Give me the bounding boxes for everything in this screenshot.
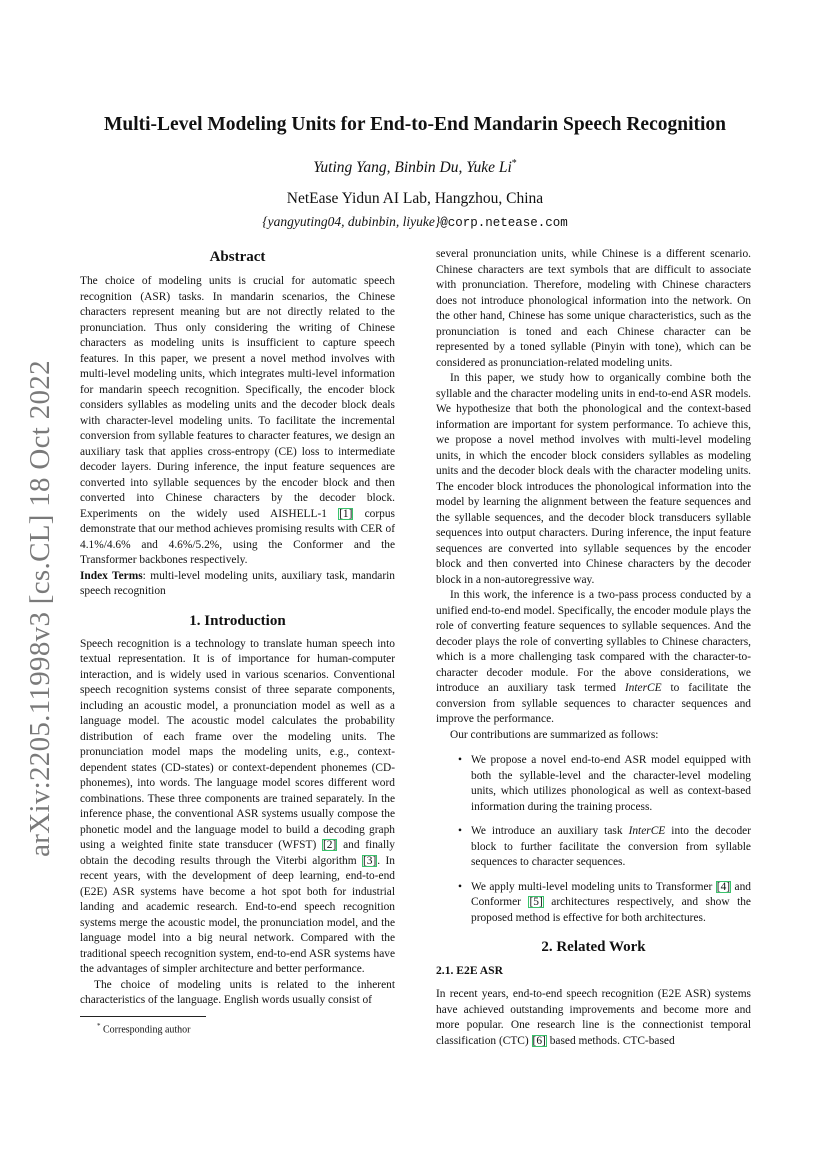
list-item	[436, 824, 751, 871]
citation-link[interactable]: [6]	[532, 1034, 546, 1047]
intro-p1-text-b: and finally obtain the decoding results through the Viterbi algorithm	[80, 839, 395, 867]
bullet-icon: •	[458, 825, 462, 837]
contribution-2-text-b: into the decoder block to further facilitate the conversion from syllable sequences to character sequences.	[471, 825, 751, 868]
contribution-2-emphasis: InterCE	[628, 825, 666, 837]
abstract-body	[80, 274, 395, 569]
list-item	[436, 753, 751, 815]
footnote	[97, 1019, 191, 1037]
arxiv-stamp	[16, 359, 64, 857]
citation-link[interactable]: [3]	[362, 854, 377, 867]
e2e-asr-subheading: 2.1. E2E ASR	[436, 964, 504, 977]
intro-paragraph-2: The choice of modeling units is related to the inherent characteristics of the language. English words usually consist of	[80, 978, 395, 1006]
intro-p1-text-a: Speech recognition is a technology to translate human speech into textual representation. It is of importance for human-computer interaction, and is widely used in various scenarios. Conventional speech recognition systems consist of three separate components, including an acoustic model, a pronunciation model as well as a language model. The acoustic model calculates the probability distribution of each frame over the modeling units. The pronunciation model maps the modeling units, e.g., context-dependent states (CD-states) or context-dependent phonemes (CD-phonemes), into words. The language model scores different word combinations. These three components are trained separately. In the inference phase, the conventional ASR systems usually compose the phonetic model and the language model to build a decoding graph using a weighted finite state transducer (WFST)	[80, 637, 395, 851]
intro-p5-text-a: In this work, the inference is a two-pass process conducted by a unified end-to-end model. Specifically, the encoder module plays the role of converting feature sequences to syllable sequences. And the decoder plays the role of converting syllables to Chinese characters, which is a more challenging task compared with the character-to-character decoder module. For the above considerations, we introduce an auxiliary task termed	[436, 589, 751, 694]
email-domain: @corp.netease.com	[440, 216, 568, 231]
intro-paragraph-6: Our contributions are summarized as follows:	[450, 728, 659, 741]
intro-paragraph-1	[80, 637, 395, 978]
related-p1-text-b: based methods. CTC-based	[549, 1034, 675, 1047]
footnote-divider	[80, 1016, 206, 1017]
footnote-mark: *	[97, 1022, 101, 1030]
intro-p1-text-c: . In recent years, with the development of deep learning, end-to-end (E2E) ASR systems have become a hot spot both for industrial landing and academic research. End-to-end speech recognition systems merge the acoustic model, the pronunciation model, and the language model into a big neural network. Compared with the traditional speech recognition system, end-to-end ASR systems have the advantages of simpler architecture and better performance.	[80, 854, 396, 975]
index-terms	[80, 569, 395, 600]
contribution-1-text: We propose a novel end-to-end ASR model equipped with both the syllable-level and the character-level modeling units, which utilizes phonological as well as context-based information during the training process.	[471, 754, 751, 813]
arxiv-stamp-text: arXiv:2205.11998v3 [cs.CL] 18 Oct 2022	[23, 359, 56, 857]
abstract-text-1: The choice of modeling units is crucial for automatic speech recognition (ASR) tasks. In mandarin scenarios, the Chinese characters represent meaning but are not directly related to the pronunciation. Thus only considering the writing of Chinese characters as modeling units is insufficient to capture speech features. In this paper, we present a novel method involves with multi-level modeling units, which integrates multi-level information for mandarin speech recognition. Specifically, the encoder block considers syllables as modeling units and the decoder block deals with character-level modeling units. To facilitate the incremental conversion from syllable features to character features, we design an auxiliary task that applies cross-entropy (CE) loss to intermediate decoder layers. During inference, the input feature sequences are converted into syllable sequences by the encoder block and then converted into Chinese characters by the decoder block. Experiments on the widely used AISHELL-1	[80, 275, 395, 520]
affiliation: NetEase Yidun AI Lab, Hangzhou, China	[286, 190, 544, 208]
related-paragraph-1	[436, 987, 751, 1049]
citation-link[interactable]: [1]	[339, 507, 353, 520]
index-terms-label: Index Terms	[80, 569, 143, 582]
list-item	[436, 880, 751, 927]
abstract-heading: Abstract	[209, 249, 266, 265]
right-column	[436, 247, 751, 1049]
email-names: {yangyuting04, dubinbin, liyuke}	[262, 214, 441, 230]
left-column	[80, 246, 395, 1009]
citation-link[interactable]: [5]	[529, 896, 543, 908]
intro-p5-emphasis: InterCE	[624, 682, 662, 694]
related-work-heading: 2. Related Work	[541, 939, 646, 955]
abstract-text-2: corpus demonstrate that our method achieves promising results with CER of 4.1%/4.6% and 4.6%/5.2%, using the Conformer and the Transformer backbones respectively.	[80, 507, 395, 566]
author-mark: *	[511, 158, 517, 169]
citation-link[interactable]: [4]	[716, 880, 731, 893]
email-line	[80, 212, 750, 233]
contribution-3-text-b: and Conformer	[471, 880, 751, 908]
authors-text: Yuting Yang, Binbin Du, Yuke Li	[313, 159, 512, 177]
intro-paragraph-3: several pronunciation units, while Chinese is a different scenario. Chinese characters are text symbols that are difficult to associate with pronunciation. Therefore, modeling with Chinese characters does not introduce phonological information into the network. On the other hand, Chinese has some unique characteristics, such as the pronunciation is toned and each Chinese character can be represented by a toned syllable (Pinyin with tone), which can be considered as pronunciation-related modeling units.	[436, 248, 751, 369]
intro-paragraph-5	[436, 588, 751, 728]
intro-paragraph-4: In this paper, we study how to organically combine both the syllable and the character modeling units in end-to-end ASR models. We hypothesize that both the phonological and the context-based information are important for system performance. To achieve this, we propose a novel method involves with multi-level modeling units, in which the encoder block considers syllables as modeling units and the decoder block deals with the character modeling units. The encoder block introduces the phonological information into the model by learning the alignment between the feature sequences and the syllable sequences, and the decoder block transducers syllable sequences into output characters. During inference, the input feature sequences are converted into syllable sequences by the encoder block and then converted into Chinese characters by the decoder block in a non-autoregressive way.	[436, 372, 751, 586]
bullet-icon: •	[458, 754, 462, 766]
footnote-text: Corresponding author	[103, 1024, 191, 1036]
contribution-2-text-a: We introduce an auxiliary task	[471, 825, 623, 837]
contribution-3-text-c: architectures respectively, and show the proposed method is effective for both architectures.	[471, 896, 751, 924]
author-list	[80, 153, 750, 179]
contribution-list	[436, 753, 751, 926]
intro-p5-text-b: to facilitate the conversion from syllable sequences to character sequences and improve the performance.	[436, 682, 751, 725]
citation-link[interactable]: [2]	[323, 839, 337, 851]
paper-title: Multi-Level Modeling Units for End-to-End Mandarin Speech Recognition	[103, 114, 727, 135]
bullet-icon: •	[458, 880, 462, 893]
paper-header	[80, 111, 750, 233]
intro-heading: 1. Introduction	[189, 612, 286, 629]
contribution-3-text-a: We apply multi-level modeling units to Transformer	[471, 880, 713, 893]
index-terms-text: : multi-level modeling units, auxiliary task, mandarin speech recognition	[80, 569, 395, 597]
related-p1-text-a: In recent years, end-to-end speech recognition (E2E ASR) systems have achieved outstanding improvements and become more and more popular. One research line is the connectionist temporal classification (CTC)	[436, 988, 751, 1047]
